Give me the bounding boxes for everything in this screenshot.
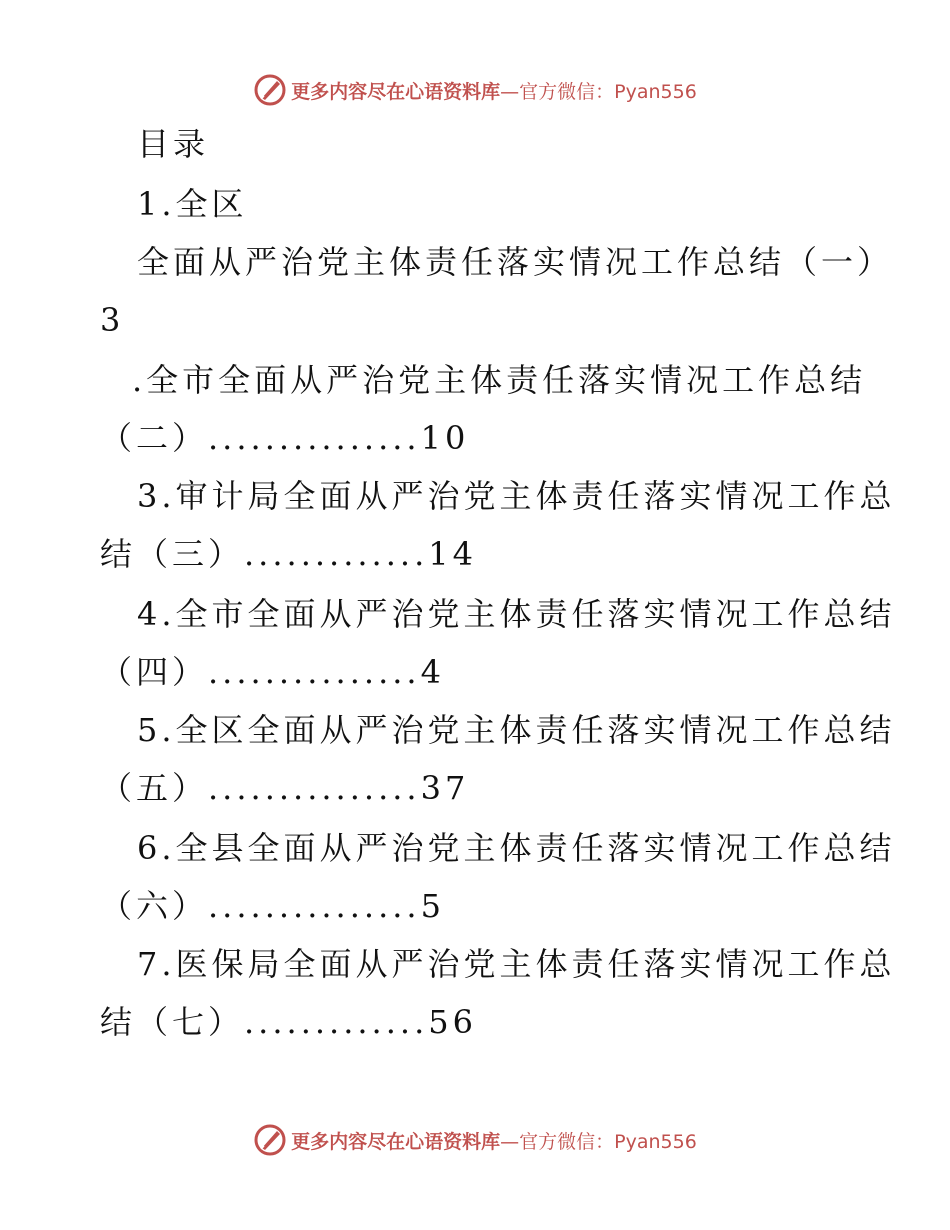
toc-line: 全面从严治党主体责任落实情况工作总结（一） bbox=[137, 243, 894, 281]
toc-line: 7.医保局全面从严治党主体责任落实情况工作总 bbox=[137, 945, 896, 983]
toc-heading: 目录 bbox=[137, 125, 210, 163]
header-banner-text bbox=[291, 77, 697, 104]
toc-line: 3.审计局全面从严治党主体责任落实情况工作总 bbox=[137, 477, 896, 515]
toc-line: （四）...............4 bbox=[100, 653, 445, 691]
toc-line: 4.全市全面从严治党主体责任落实情况工作总结 bbox=[137, 595, 896, 633]
toc-line: 1.全区 bbox=[137, 185, 248, 223]
toc-line: （二）...............10 bbox=[100, 419, 470, 457]
footer-banner-lead: 更多内容尽在心语资料库 bbox=[291, 1130, 501, 1153]
toc-line: （五）...............37 bbox=[100, 769, 470, 807]
header-banner bbox=[0, 70, 950, 110]
toc-line: （六）...............5 bbox=[100, 887, 445, 925]
header-banner-lead: 更多内容尽在心语资料库 bbox=[291, 80, 501, 103]
header-banner-tail: —官方微信：Pyan556 bbox=[500, 80, 697, 103]
toc-line: 3 bbox=[100, 301, 125, 339]
footer-banner-tail: —官方微信：Pyan556 bbox=[500, 1130, 697, 1153]
toc-line: 结（三）.............14 bbox=[100, 535, 477, 573]
toc-line: .全市全面从严治党主体责任落实情况工作总结 bbox=[132, 361, 867, 399]
footer-banner bbox=[0, 1120, 950, 1160]
toc-line: 5.全区全面从严治党主体责任落实情况工作总结 bbox=[137, 711, 896, 749]
feather-pen-logo-icon bbox=[253, 1123, 287, 1157]
toc-line: 6.全县全面从严治党主体责任落实情况工作总结 bbox=[137, 829, 896, 867]
feather-pen-logo-icon bbox=[253, 73, 287, 107]
footer-banner-text bbox=[291, 1127, 697, 1154]
toc-line: 结（七）.............56 bbox=[100, 1003, 477, 1041]
